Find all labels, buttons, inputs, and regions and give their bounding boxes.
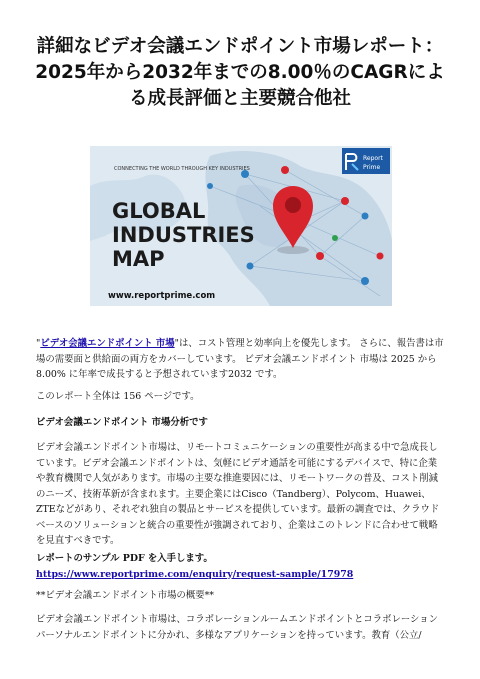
sample-request bbox=[36, 551, 444, 582]
sample-request-link[interactable]: https://www.reportprime.com/enquiry/request-sample/17978 bbox=[36, 568, 354, 580]
overview-paragraph: ビデオ会議エンドポイント市場は、コラボレーションルームエンドポイントとコラボレーションパーソナルエンドポイントに分かれ、多様なアプリケーションを持っています。教育（公立/ bbox=[36, 614, 438, 641]
hero-website: www.reportprime.com bbox=[108, 291, 216, 301]
hero-tagline: CONNECTING THE WORLD THROUGH KEY INDUSTRIES bbox=[114, 166, 250, 172]
overview-heading: **ビデオ会議エンドポイント市場の概要** bbox=[36, 590, 214, 601]
quote-mark: " bbox=[36, 338, 41, 349]
intro-text: "は、コスト管理と効率向上を優先します。 さらに、報告書は市場の需要面と供給面の両方をカバーしています。 ビデオ会議エンドポイント 市場は 2025 から 8.00% に年率で成長すると予想されています2032 です。 bbox=[36, 338, 444, 380]
sample-label: レポートのサンプル PDF を入手します。 bbox=[36, 553, 213, 564]
logo-text-line2: Prime bbox=[363, 164, 381, 171]
market-keyword-link[interactable]: ビデオ会議エンドポイント 市場 bbox=[40, 338, 175, 349]
hero-image bbox=[90, 146, 392, 306]
analysis-paragraph: ビデオ会議エンドポイント市場は、リモートコミュニケーションの重要性が高まる中で急成長しています。ビデオ会議エンドポイントは、気軽にビデオ通話を可能にするデバイスで、特に企業や教育機関で人気があります。市場の主要な推進要因には、リモートワークの普及、コスト削減のニーズ、技術革新が含まれます。主要企業にはCisco（Tandberg）、Polycom、Huawei、ZTEなどがあり、それぞれ独自の製品とサービスを提供しています。最新の調査では、クラウドベースのソリューションと統合の重要性が強調されており、企業はこのトレンドに合わせて戦略を見直すべきです。 bbox=[36, 442, 440, 546]
analysis-heading: ビデオ会議エンドポイント 市場分析です bbox=[36, 417, 208, 428]
intro-paragraph bbox=[36, 336, 444, 383]
page-title: 詳細なビデオ会議エンドポイント市場レポート：2025年から2032年までの8.00％のCAGRによる成長評価と主要競合他社 bbox=[35, 36, 445, 109]
hero-headline-line1: GLOBAL bbox=[112, 199, 206, 223]
hero-headline-line3: MAP bbox=[112, 247, 165, 271]
logo-text-line1: Report bbox=[363, 155, 383, 162]
report-prime-logo bbox=[342, 148, 390, 174]
hero-headline-line2: INDUSTRIES bbox=[112, 223, 255, 247]
world-map-illustration bbox=[90, 146, 392, 306]
page-count-note: このレポート全体は 156 ページです。 bbox=[36, 391, 200, 402]
